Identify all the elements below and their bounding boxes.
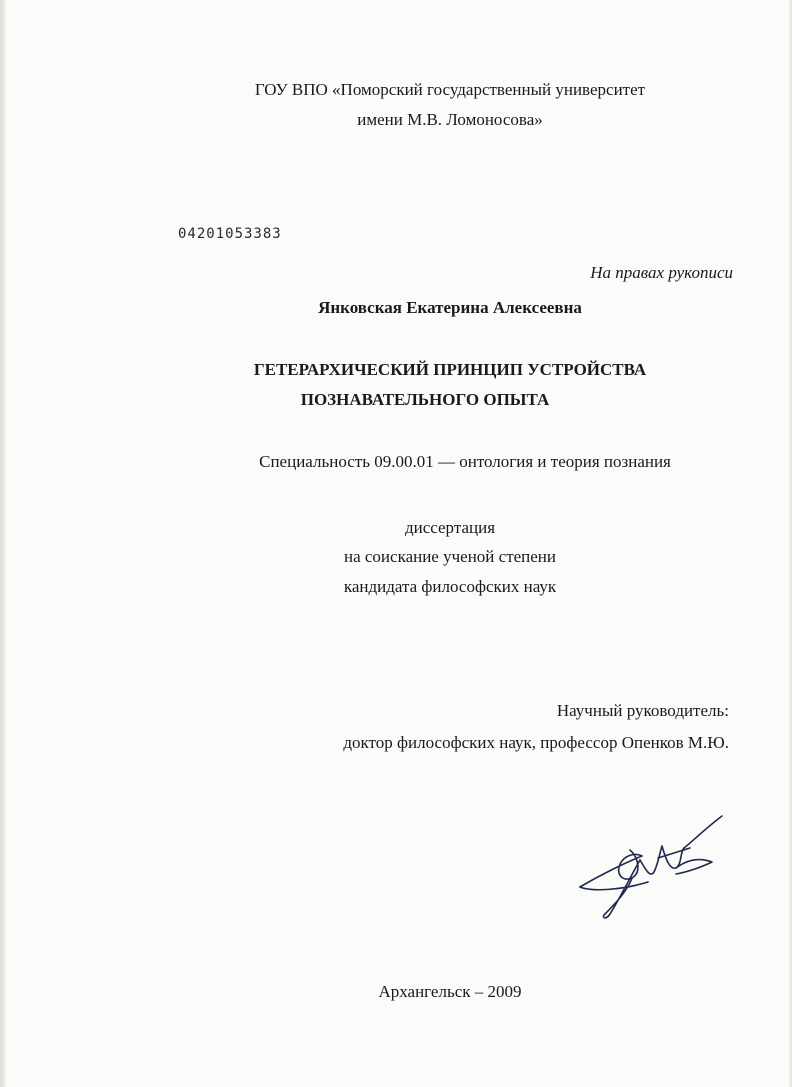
dissertation-line-2: на соискание ученой степени (343, 547, 557, 566)
university-line-1: ГОУ ВПО «Поморский государственный университет (254, 80, 646, 99)
supervisor-label: Научный руководитель: (556, 701, 729, 720)
thesis-title-line-2: ПОЗНАВАТЕЛЬНОГО ОПЫТА (300, 390, 550, 409)
scan-right-edge (788, 0, 792, 1087)
manuscript-rights: На правах рукописи (590, 263, 733, 282)
dissertation-line-1: диссертация (404, 518, 496, 537)
university-line-2: имени М.В. Ломоносова» (357, 110, 543, 129)
city-year: Архангельск – 2009 (378, 982, 522, 1001)
thesis-title-line-1: ГЕТЕРАРХИЧЕСКИЙ ПРИНЦИП УСТРОЙСТВА (253, 360, 647, 379)
dissertation-line-3: кандидата философских наук (343, 577, 557, 596)
handwritten-signature (572, 812, 732, 927)
scan-left-edge (0, 0, 6, 1087)
author-name: Янковская Екатерина Алексеевна (318, 298, 582, 317)
supervisor-name: доктор философских наук, профессор Опенков М.Ю. (343, 733, 729, 752)
catalog-number: 04201053383 (178, 226, 282, 242)
specialty: Специальность 09.00.01 — онтология и теория познания (259, 452, 671, 471)
